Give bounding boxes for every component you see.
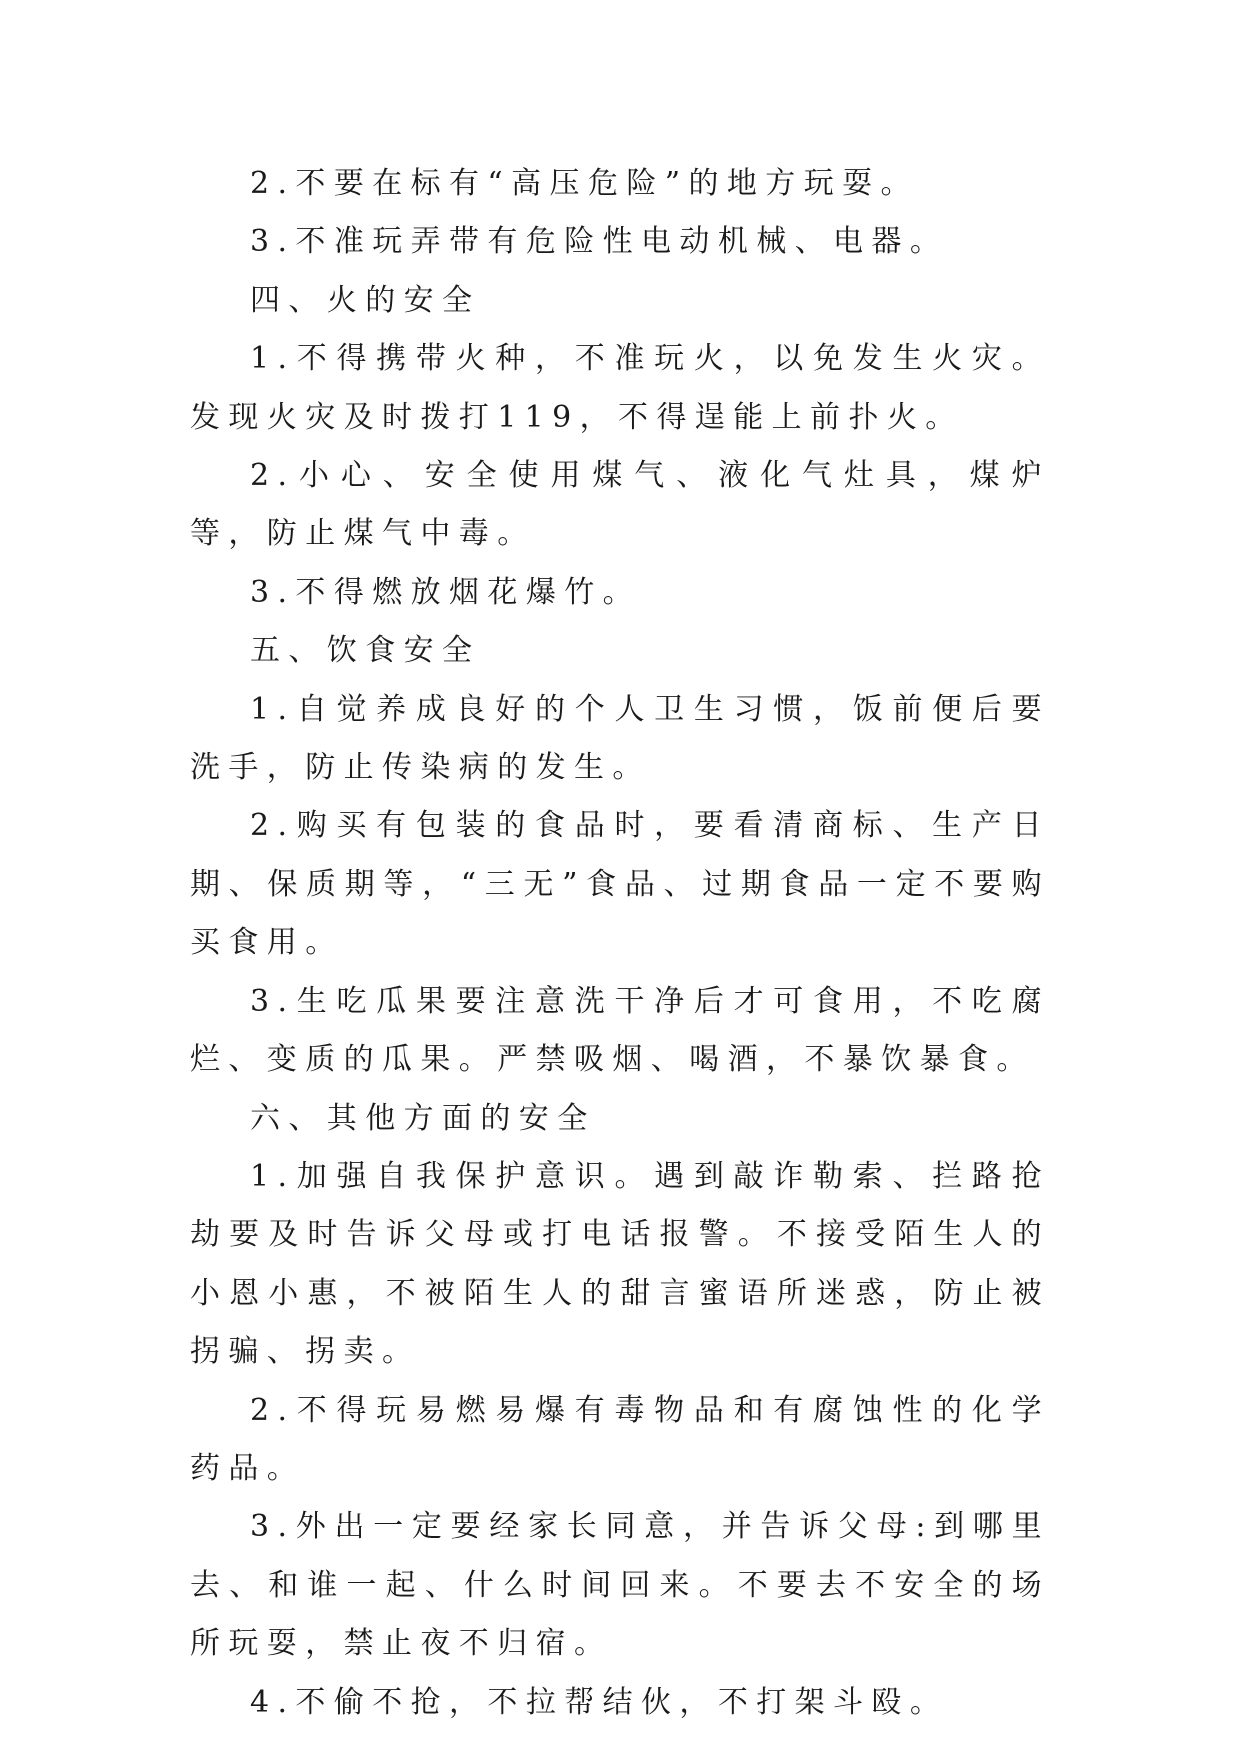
document-page: [190, 155, 1050, 1732]
paragraph-item-fire-3: 3.不得燃放烟花爆竹。: [250, 574, 642, 610]
paragraph-item-fire-1: 1.不得携带火种，不准玩火，以免发生火灾。发现火灾及时拨打119，不得逞能上前扑火。: [190, 341, 1050, 435]
section-heading-fire-safety: 四、火的安全: [250, 282, 481, 318]
paragraph-item-other-2: 2.不得玩易燃易爆有毒物品和有腐蚀性的化学药品。: [190, 1392, 1050, 1486]
section-heading-other-safety: 六、其他方面的安全: [250, 1100, 596, 1136]
paragraph-item-electrical: 3.不准玩弄带有危险性电动机械、电器。: [250, 224, 949, 260]
paragraph-item-food-2: 2.购买有包装的食品时，要看清商标、生产日期、保质期等，“三无”食品、过期食品一定不要购买食用。: [190, 808, 1050, 961]
paragraph-item-high-voltage: 2.不要在标有“高压危险”的地方玩耍。: [250, 166, 919, 201]
paragraph-item-other-4: 4.不偷不抢，不拉帮结伙，不打架斗殴。: [250, 1684, 949, 1720]
paragraph-item-food-1: 1.自觉养成良好的个人卫生习惯，饭前便后要洗手，防止传染病的发生。: [190, 691, 1050, 786]
paragraph-item-fire-2: 2.小心、安全使用煤气、液化气灶具，煤炉等，防止煤气中毒。: [190, 458, 1050, 552]
paragraph-item-food-3: 3.生吃瓜果要注意洗干净后才可食用，不吃腐烂、变质的瓜果。严禁吸烟、喝酒，不暴饮暴食。: [190, 983, 1050, 1078]
paragraph-item-other-3: 3.外出一定要经家长同意，并告诉父母:到哪里去、和谁一起、什么时间回来。不要去不安全的场所玩耍，禁止夜不归宿。: [190, 1509, 1050, 1662]
paragraph-item-other-1: 1.加强自我保护意识。遇到敲诈勒索、拦路抢劫要及时告诉父母或打电话报警。不接受陌生人的小恩小惠，不被陌生人的甜言蜜语所迷惑，防止被拐骗、拐卖。: [190, 1158, 1050, 1370]
section-heading-food-safety: 五、饮食安全: [250, 633, 481, 669]
